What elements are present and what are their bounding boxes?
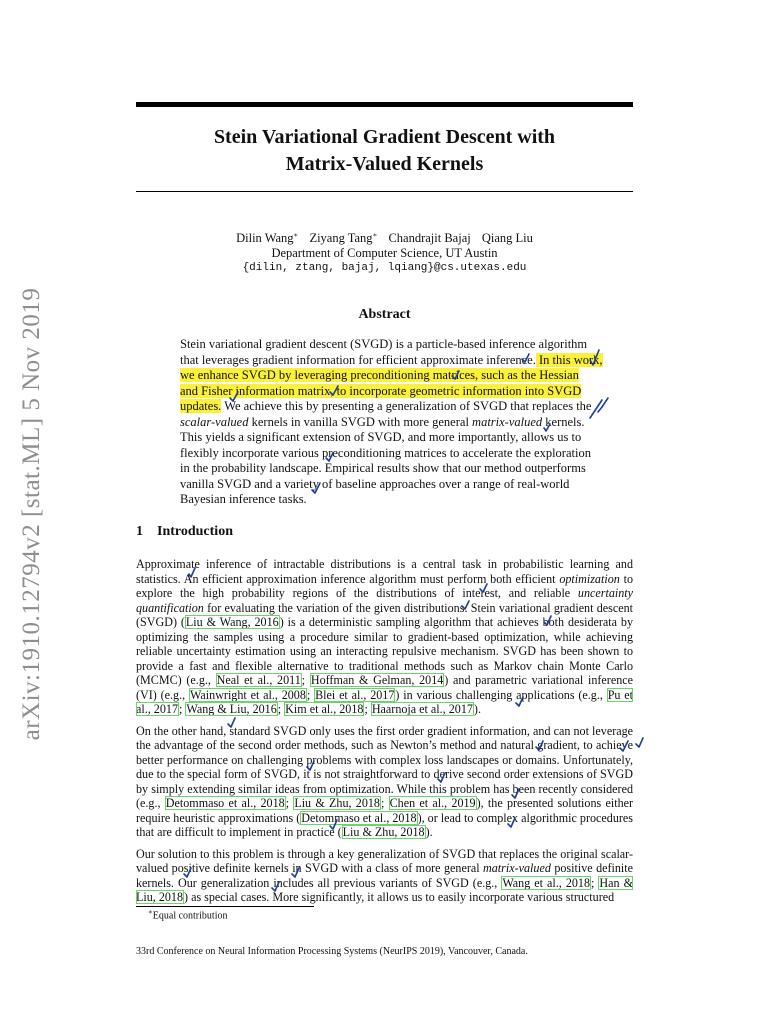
citation-link[interactable]: Hoffman & Gelman, 2014 <box>310 673 444 687</box>
conference-note: 33rd Conference on Neural Information Processing Systems (NeurIPS 2019), Vancouver, Canada. <box>136 946 528 957</box>
paragraph: Approximate inference of intractable distributions is a central task in probabilistic learning and statistics. An efficient approximation inference algorithm must perform both efficient optimization to explore the high probability regions of the distributions of interest, and reliable uncertainty quantification for evaluating the variation of the given distributions. Stein variational gradient descent (SVGD) (Liu & Wang, 2016) is a deterministic sampling algorithm that achieves both desiderata by optimizing the samples using a procedure similar to gradient-based optimization, while achieving reliable uncertainty estimation using an interacting repulsive mechanism. SVGD has been shown to provide a fast and flexible alternative to traditional methods such as Markov chain Monte Carlo (MCMC) (e.g., Neal et al., 2011; Hoffman & Gelman, 2014) and parametric variational inference (VI) (e.g., Wainwright et al., 2008; Blei et al., 2017) in various challenging applications (e.g., Pu et al., 2017; Wang & Liu, 2016; Kim et al., 2018; Haarnoja et al., 2017). <box>136 557 634 716</box>
paragraph: On the other hand, standard SVGD only uses the first order gradient information, and can not leverage the advantage of the second order methods, such as Newton’s method and natural gradient, to achieve better performance on challenging problems with complex loss landscapes or domains. Unfortunately, due to the special form of SVGD, it is not straightforward to derive second order extensions of SVGD by simply extending similar ideas from optimization. While this problem has been recently considered (e.g., Detommaso et al., 2018; Liu & Zhu, 2018; Chen et al., 2019), the presented solutions either require heuristic approximations (Detommaso et al., 2018), or lead to complex algorithmic procedures that are difficult to implement in practice (Liu & Zhu, 2018). <box>136 723 634 839</box>
checkmark-icon <box>590 400 602 418</box>
section-number: 1 <box>136 524 143 539</box>
citation-link[interactable]: Wang & Liu, 2016 <box>186 702 277 716</box>
footnote-rule <box>136 906 314 907</box>
citation-link[interactable]: Wainwright et al., 2008 <box>189 687 306 702</box>
citation-link[interactable]: Liu & Wang, 2016 <box>185 615 279 629</box>
arxiv-identifier: arXiv:1910.12794v2 [stat.ML] 5 Nov 2019 <box>18 287 45 741</box>
citation-link[interactable]: Liu & Zhu, 2018 <box>342 825 425 839</box>
citation-link[interactable]: Kim et al., 2018 <box>285 702 364 716</box>
abstract-line: updates. We achieve this by presenting a generalization of SVGD that replaces the <box>180 399 592 413</box>
citation-link[interactable]: Pu et al., 2017 <box>136 687 634 716</box>
highlight: we enhance SVGD by leveraging preconditioning matrices, such as the Hessian <box>180 368 579 382</box>
author-list <box>136 228 633 246</box>
abstract-text <box>180 337 603 508</box>
paragraph: Our solution to this problem is through a key generalization of SVGD that replaces the original scalar-valued positive definite kernels in SVGD with a class of more general matrix-valued positive definite kernels. Our generalization includes all previous variants of SVGD (e.g., Wang et al., 2018; Han & Liu, 2018) as special cases. More significantly, it allows us to easily incorporate various structured <box>136 846 634 904</box>
abstract-line: scalar-valued kernels in vanilla SVGD with more general matrix-valued kernels. <box>180 414 585 429</box>
citation-link[interactable]: Chen et al., 2019 <box>389 796 476 810</box>
abstract-line <box>180 368 590 384</box>
citation-link[interactable]: Blei et al., 2017 <box>315 687 395 702</box>
author: Dilin Wang∗ <box>236 231 299 246</box>
abstract-line: Bayesian inference tasks. <box>180 492 307 506</box>
author: Ziyang Tang∗ <box>309 231 378 246</box>
highlight: updates. <box>180 399 222 413</box>
title-line-1: Stein Variational Gradient Descent with <box>213 126 556 148</box>
highlight: and Fisher information matrix, to incorporate geometric information into SVGD <box>180 383 582 398</box>
citation-link[interactable]: Han & Liu, 2018 <box>136 875 633 904</box>
section-title: Introduction <box>157 524 233 539</box>
section-heading <box>136 524 247 540</box>
title-line-2: Matrix-Valued Kernels <box>285 153 484 175</box>
affiliation: Department of Computer Science, UT Austin <box>271 246 498 261</box>
paper-title <box>136 124 633 178</box>
title-top-rule <box>136 102 633 107</box>
citation-link[interactable]: Detommaso et al., 2018 <box>165 796 285 810</box>
citation-link[interactable]: Neal et al., 2011 <box>216 673 301 687</box>
abstract-line: that leverages gradient information for efficient approximate inference. In this work, <box>180 352 603 367</box>
checkmark-icon <box>598 398 608 412</box>
abstract-line <box>180 384 590 400</box>
introduction-body <box>136 557 633 912</box>
checkmark-icon <box>636 738 643 747</box>
author: Qiang Liu <box>481 231 533 246</box>
author: Chandrajit Bajaj <box>388 231 471 246</box>
citation-link[interactable]: Wang et al., 2018 <box>502 875 591 890</box>
abstract-line: in the probability landscape. Empirical results show that our method outperforms <box>180 461 586 475</box>
highlight: In this work, <box>535 352 603 367</box>
title-bottom-rule <box>136 191 633 192</box>
citation-link[interactable]: Liu & Zhu, 2018 <box>294 796 380 810</box>
citation-link[interactable]: Detommaso et al., 2018 <box>301 810 417 825</box>
abstract-line: This yields a significant extension of SVGD, and more importantly, allows us to <box>180 430 582 444</box>
author-block <box>136 228 633 276</box>
abstract-heading: Abstract <box>358 307 411 322</box>
abstract-line: Stein variational gradient descent (SVGD) is a particle-based inference algorithm <box>180 337 588 351</box>
abstract-line: vanilla SVGD and a variety of baseline approaches over a range of real-world <box>180 476 570 491</box>
email-line: {dilin, ztang, bajaj, lqiang}@cs.utexas.edu <box>242 262 527 275</box>
footnote: ∗Equal contribution <box>148 908 228 922</box>
abstract-line: flexibly incorporate various preconditioning matrices to accelerate the exploration <box>180 445 591 460</box>
citation-link[interactable]: Haarnoja et al., 2017 <box>371 702 473 716</box>
